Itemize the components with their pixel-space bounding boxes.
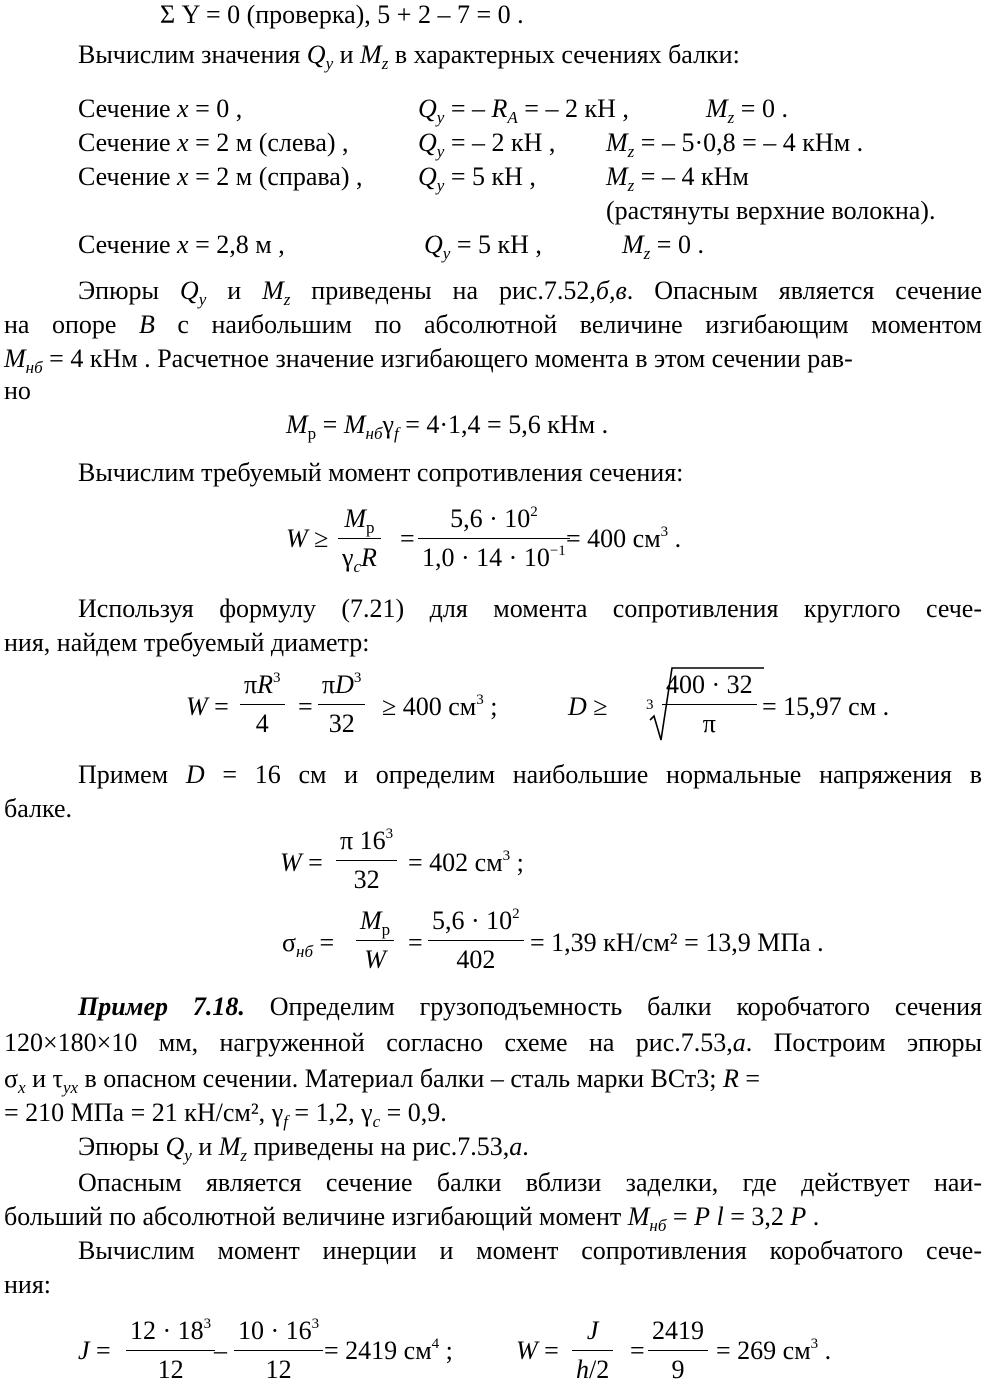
section-row: Сечение x = 2 м (справа) , [78,162,363,191]
formula-w4-lhs: W = [516,1336,559,1365]
formula-w3-result: = 402 $см^3$ ; [408,848,524,877]
equals-sign: = [400,524,415,553]
fraction-j2: $\frac{10 \cdot 16^3}{12}$ [234,1318,323,1383]
paragraph-line: ния, найдем требуемый диаметр: [4,628,370,657]
section-row: $Q_y$ = – $R_A$ = – 2 кН , [418,94,629,127]
section-row: Сечение x = 2,8 м , [78,230,285,259]
fraction-mp-gr: $M_р$ $\gamma_cR$ [338,506,381,571]
example-line: = 210 МПа = 21 кН/см², $\gamma_f = 1,2$, $\gamma_c = 0,9$. [4,1098,447,1131]
section-row: $M_z$ = – 4 кНм [606,162,749,195]
formula-w-lhs: W ≥ [286,524,329,553]
fraction-j-h2: $\frac{J}{h/2}$ [572,1318,613,1383]
fraction-sigma-value: $\frac{5,6 \cdot 10^2}{402}$ [428,908,524,973]
paragraph-line: ния: [4,1270,52,1299]
section-row: $Q_y$ = – 2 кН , [418,128,556,161]
minus-sign: – [214,1336,227,1365]
formula-w3-lhs: W = [280,848,323,877]
equals-sign: = [298,692,313,721]
example-line: Эпюры $Q_y$ и $M_z$ приведены на рис.7.53,а. [78,1132,529,1165]
paragraph-line: на опоре B с наибольшим по абсолютной величине изгибающим моментом [4,310,982,339]
section-row: $Q_y = 5$ кН , [424,230,542,263]
example-line: 120×180×10 мм, нагруженной согласно схеме на рис.7.53,а. Построим эпюры [4,1028,982,1057]
section-row: $M_z$ = – 5·0,8 = – 4 кНм . [606,128,864,161]
check-sum-line: Σ Y = 0 (проверка), 5 + 2 – 7 = 0 . [160,0,524,29]
paragraph-line: Опасным является сечение балки вблизи заделки, где действует наи- [78,1168,982,1197]
formula-d-lhs: D ≥ [568,692,608,721]
formula-w2-result: ≥ 400 $см^3$ ; [382,692,498,721]
root-index: 3 [646,697,654,713]
equals-sign: = [408,928,423,957]
fraction-2419-9: $\frac{2419}{9}$ [648,1318,708,1383]
fraction-mp-w: $M_р$ W [356,908,394,973]
fraction-j1: $\frac{12 \cdot 18^3}{12}$ [126,1318,215,1383]
fraction-pi163: $\frac{\pi 16^3}{32}$ [336,828,397,893]
section-row: $M_z = 0$ . [706,94,788,127]
fraction-radicand: $\frac{400 \cdot 32}{\pi}$ [662,672,757,737]
example-line: Пример 7.18. Определим грузоподъемность балки коробчатого сечения [78,992,982,1021]
section-row: Сечение x = 0 , [78,94,243,123]
section-row: Сечение x = 2 м (слева) , [78,128,349,157]
fraction-pir3: $\frac{\pi R^3}{4}$ [240,672,285,737]
fraction-pid3: $\frac{\pi D^3}{32}$ [318,672,365,737]
paragraph-line: Эпюры $Q_y$ и $M_z$ приведены на рис.7.52,б,в. Опасным является сечение [78,276,982,309]
paragraph-line: но [4,376,31,405]
paragraph-line: $M_{нб} = 4$ кНм . Расчетное значение изгибающего момента в этом сечении рав- [4,344,853,377]
equals-sign: = [630,1336,645,1365]
paragraph-line: Используя формулу (7.21) для момента сопротивления круглого сече- [78,594,982,623]
section-note: (растянуты верхние волокна). [606,196,936,225]
text-line: Вычислим значения $Q_y$ и $M_z$ в характерных сечениях балки: [78,40,740,73]
paragraph-line: Вычислим требуемый момент сопротивления сечения: [78,458,684,487]
fraction-value: $\frac{5,6 \cdot 10^2}{1,0 \cdot 14 \cdot 10^{-1}}$ [418,506,570,571]
example-line: $\sigma_x$ и $\tau_{yx}$ в опасном сечении. Материал балки – сталь марки ВСт3; R = [4,1064,761,1097]
formula-mp: $M_р = M_{нб}\gamma_f = 4\cdot 1,4 = 5,6$ кНм . [286,410,609,443]
formula-d-result: = 15,97 см . [762,692,890,721]
paragraph-line: больший по абсолютной величине изгибающий момент $M_{нб} = P$ l = 3,2 P . [4,1202,820,1235]
formula-j-result: = 2419 $см^4$ ; [324,1336,453,1365]
section-row: $Q_y = 5$ кН , [418,162,536,195]
formula-sigma-lhs: $\sigma_{нб}$ = [282,928,335,961]
formula-w2-lhs: W = [186,692,229,721]
section-row: $M_z = 0$ . [622,230,704,263]
paragraph-line: Вычислим момент инерции и момент сопротивления коробчатого сече- [78,1236,982,1265]
paragraph-line: балке. [4,794,72,823]
formula-w-result: = 400 $см^3$ . [566,524,682,553]
paragraph-line: Примем D = 16 см и определим наибольшие нормальные напряжения в [78,760,982,789]
example-title: Пример 7.18. [78,992,245,1021]
formula-j-lhs: J = [78,1336,111,1365]
formula-sigma-result: = 1,39 кН/см² = 13,9 МПа . [530,928,824,957]
formula-w4-result: = 269 $см^3$ . [716,1336,832,1365]
